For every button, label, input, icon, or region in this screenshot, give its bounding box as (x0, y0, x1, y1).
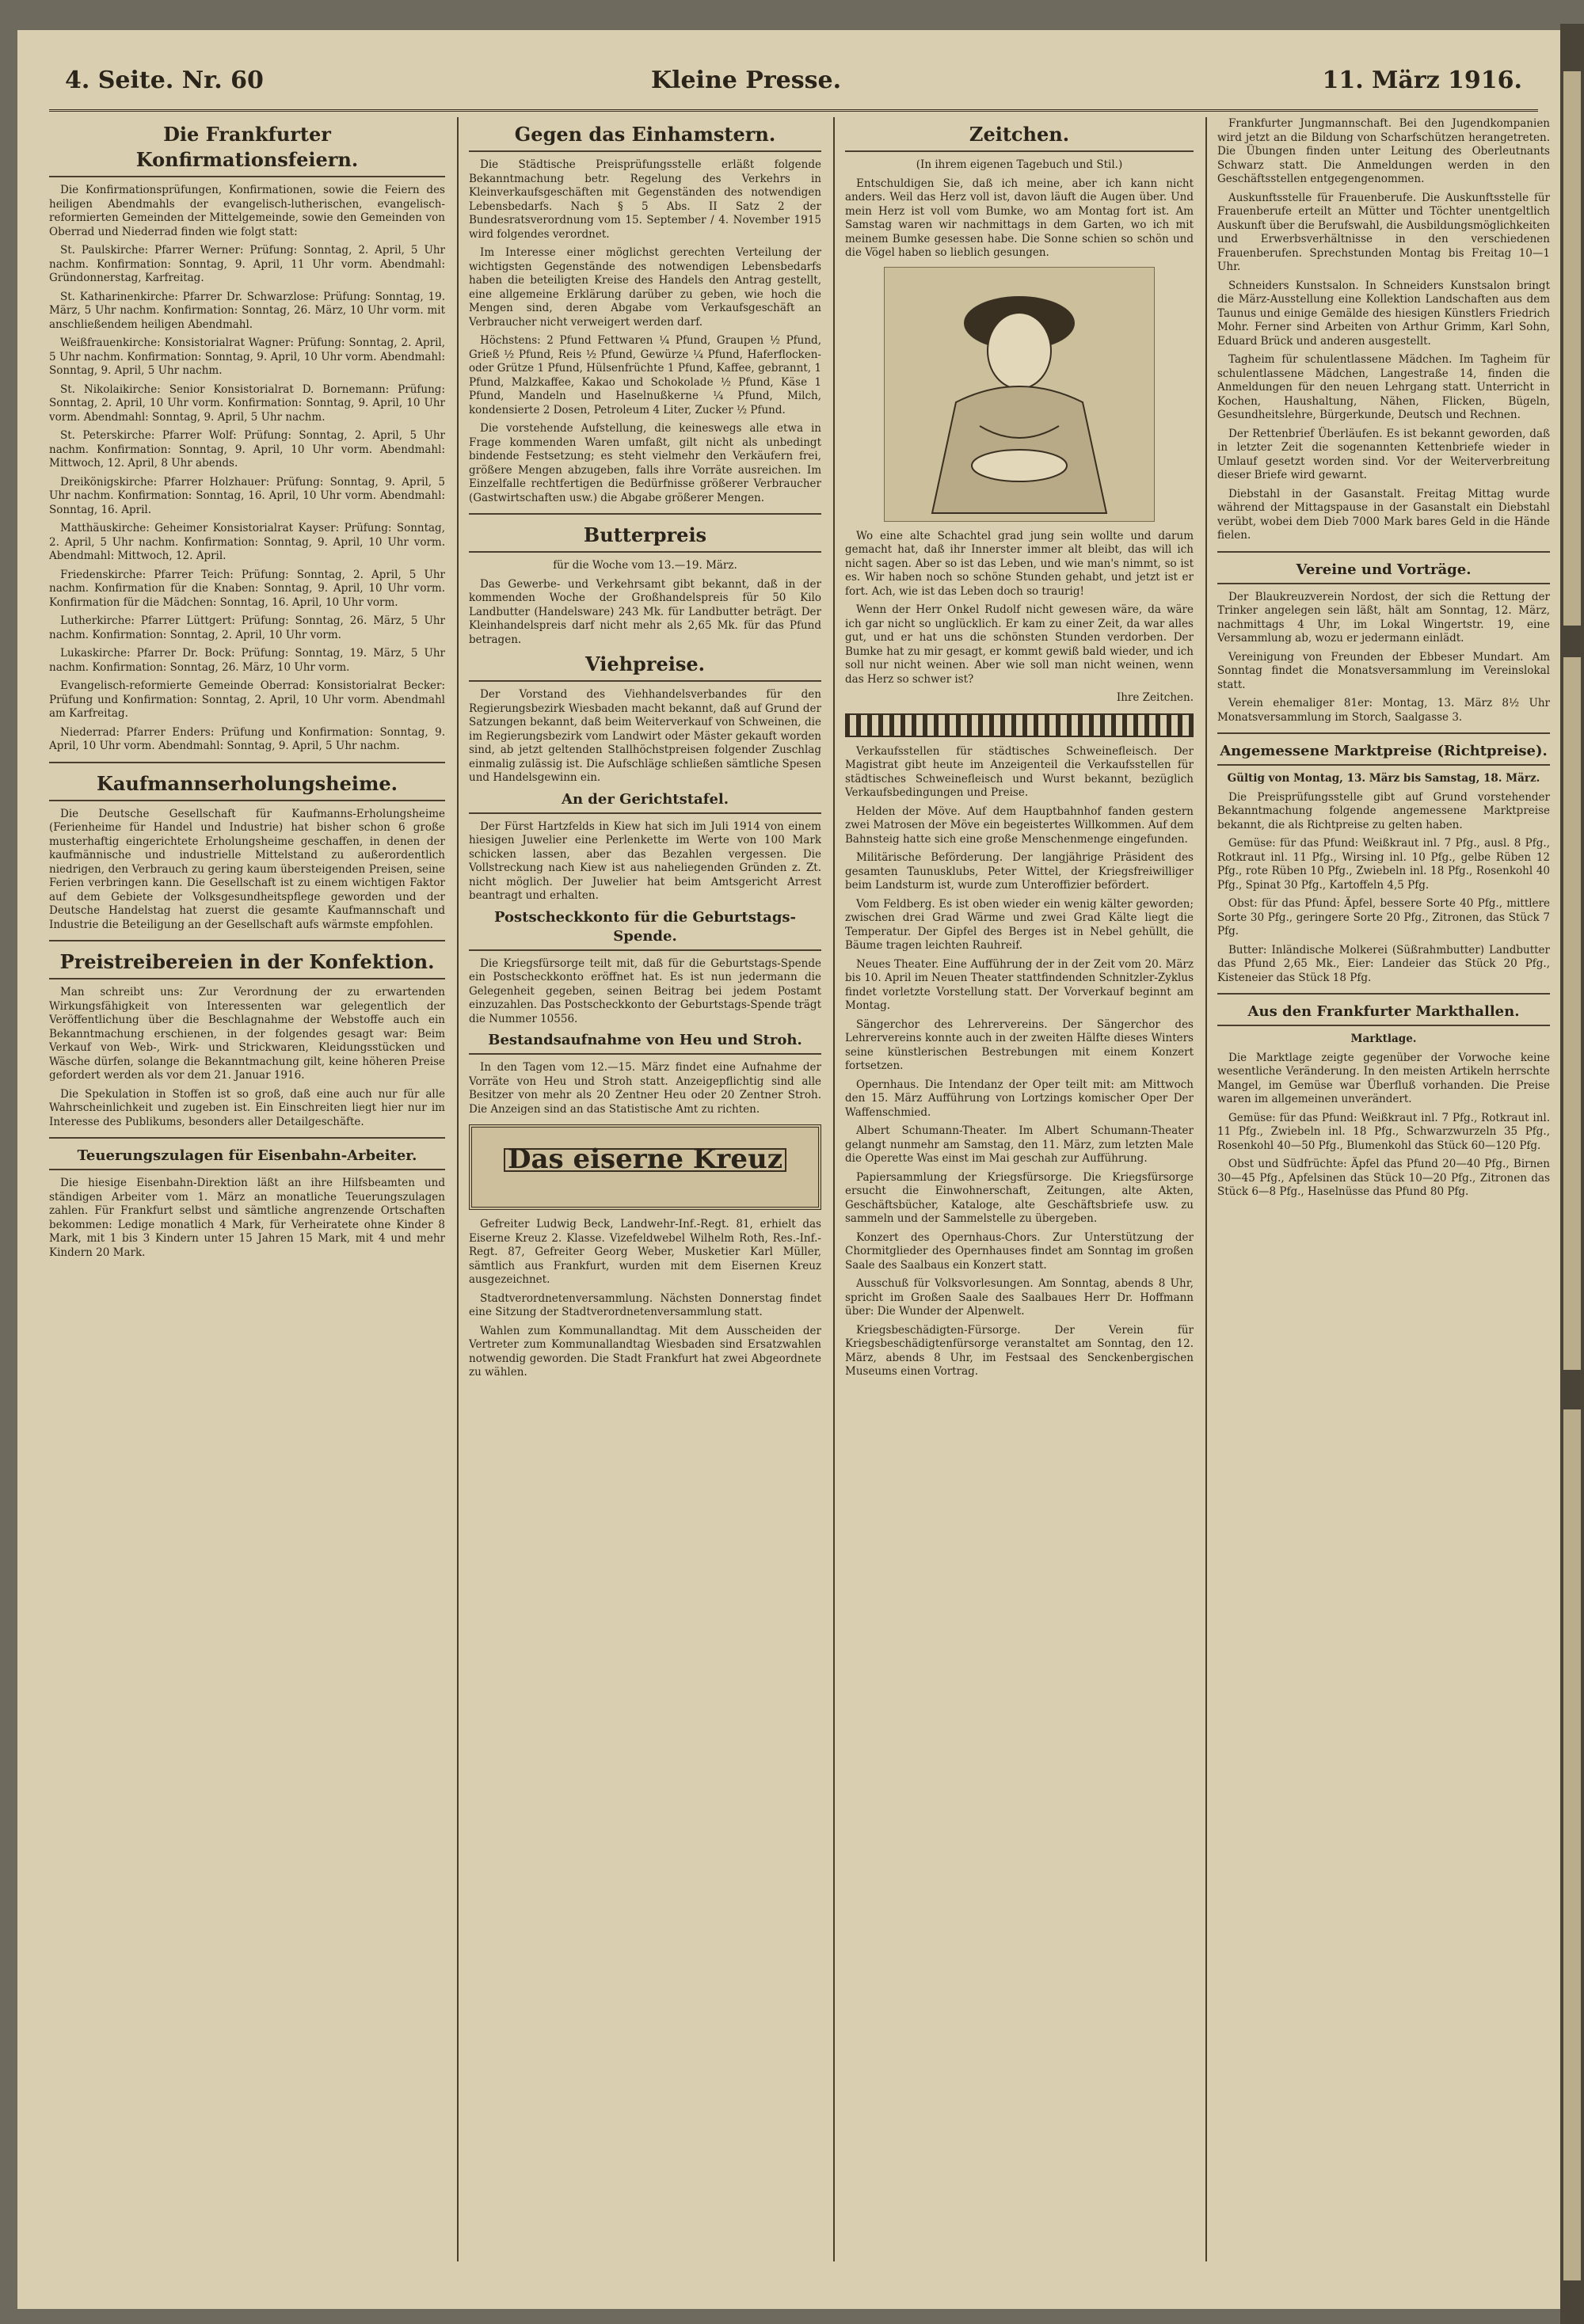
newspaper-title: Kleine Presse. (651, 67, 842, 94)
article-paragraph: Die Marktlage zeigte gegenüber der Vorwoche keine wesentliche Veränderung. In den meisten Artikeln herrschte Mangel, im Gemüse war Überfluß vorhanden. Die Preise waren im allgemeinen unverändert. (1217, 1051, 1550, 1105)
woman-portrait-illustration (884, 267, 1155, 522)
headline-butterpreis: Butterpreis (469, 523, 821, 553)
article-paragraph: Albert Schumann-Theater. Im Albert Schumann-Theater gelangt nunmehr am Samstag, den 11. März, zum letzten Male die Operette Was einst im Mai geschah zur Aufführung. (845, 1124, 1194, 1165)
article-paragraph: Das Gewerbe- und Verkehrsamt gibt bekannt, daß in der kommenden Woche der Großhandelspreis für 50 Kilo Landbutter (Handelsware) 243 Mk. für Landbutter beträgt. Der Kleinhandelspreis darf nicht mehr als 2,65 Mk. für das Pfund betragen. (469, 577, 821, 646)
headline-vereine-und-vortraege: Vereine und Vorträge. (1217, 561, 1550, 584)
article-paragraph: Gefreiter Ludwig Beck, Landwehr-Inf.-Regt. 81, erhielt das Eiserne Kreuz 2. Klasse. Vizefeldwebel Wilhelm Roth, Res.-Inf.-Regt. 87, Gefreiter Georg Weber, Musketier Karl Müller, sämtlich aus Frankfurt, wurden mit dem Eisernen Kreuz ausgezeichnet. (469, 1218, 821, 1286)
headline-kaufmannserholungsheime: Kaufmannserholungsheime. (49, 771, 445, 801)
article-paragraph: Der Fürst Hartzfelds in Kiew hat sich im Juli 1914 von einem hiesigen Juwelier eine Perlenkette im Werte von 100 Mark schicken lassen, aber das Bezahlen vergessen. Die Vollstreckung nach Kiew ist aus naheliegenden Gründen z. Zt. nicht möglich. Der Juwelier hat beim Amtsgericht Arrest beantragt und erhalten. (469, 820, 821, 902)
divider (49, 762, 445, 763)
article-paragraph: Wahlen zum Kommunallandtag. Mit dem Ausscheiden der Vertreter zum Kommunallandtag Wiesbaden sind Ersatzwahlen notwendig geworden. Die Stadt Frankfurt hat zwei Abgeordnete zu wählen. (469, 1324, 821, 1379)
article-paragraph: St. Peterskirche: Pfarrer Wolf: Prüfung: Sonntag, 2. April, 5 Uhr nachm. Konfirmation: Sonntag, 9. April, 10 Uhr vorm. Abendmahl: Mittwoch, 12. April, 8 Uhr abends. (49, 429, 445, 470)
subheadline: Marktlage. (1350, 1033, 1417, 1045)
article-paragraph: Die hiesige Eisenbahn-Direktion läßt an ihre Hilfsbeamten und ständigen Arbeiter vom 1. März an monatliche Teuerungszulagen zahlen. Für Frankfurt selbst und sämtliche angrenzende Ortschaften bekommen: Ledige monatlich 4 Mark, für Verheiratete ohne Kinder 8 Mark, mit 1 bis 3 Kindern unter 15 Jahren 15 Mark, mit 4 und mehr Kindern 20 Mark. (49, 1177, 445, 1259)
divider (49, 940, 445, 941)
headline-marktpreise: Angemessene Marktpreise (Richtpreise). (1217, 742, 1550, 766)
column-2 (469, 117, 821, 2261)
article-paragraph: Höchstens: 2 Pfund Fettwaren ¼ Pfund, Graupen ½ Pfund, Grieß ½ Pfund, Reis ½ Pfund, Gewürze ¼ Pfund, Haferflocken- oder Grütze 1 Pfund, Hülsenfrüchte 1 Pfund, Kaffee, gebrannt, 1 Pfund, Malzkaffee, Kakao und Schokolade ½ Pfund, Käse 1 Pfund, Mandeln und Haselnußkerne ¼ Pfund, Milch, kondensierte 2 Dosen, Petroleum 4 Liter, Zucker ½ Pfund. (469, 334, 821, 416)
subheadline: Gültig von Montag, 13. März bis Samstag, 18. März. (1227, 772, 1540, 785)
article-paragraph: Die Konfirmationsprüfungen, Konfirmationen, sowie die Feiern des heiligen Abendmahls der evangelisch-lutherischen, evangelisch-reformierten Gemeinden der Mittelgemeinde, sowie den Gemeinden von Oberrad und Niederrad finden wie folgt statt: (49, 184, 445, 238)
article-paragraph: Friedenskirche: Pfarrer Teich: Prüfung: Sonntag, 2. April, 5 Uhr nachm. Konfirmation für die Knaben: Sonntag, 9. April, 10 Uhr vorm. Konfirmation für die Mädchen: Sonntag, 16. April, 10 Uhr vorm. (49, 568, 445, 609)
article-paragraph: Matthäuskirche: Geheimer Konsistorialrat Kayser: Prüfung: Sonntag, 2. April, 5 Uhr nachm. Konfirmation: Sonntag, 9. April, 10 Uhr vorm. Abendmahl: Mittwoch, 12. April. (49, 522, 445, 562)
ornamental-divider (845, 713, 1194, 737)
divider (1217, 732, 1550, 734)
article-paragraph: Vom Feldberg. Es ist oben wieder ein wenig kälter geworden; zwischen drei Grad Wärme und zwei Grad Kälte liegt die Temperatur. Der Gipfel des Berges ist in Nebel gehüllt, die Bäume tragen leichten Rauhreif. (845, 897, 1194, 952)
article-paragraph: Der Rettenbrief Überläufen. Es ist bekannt geworden, daß in letzter Zeit die sogenannten Kettenbriefe wieder in Umlauf gesetzt worden sind. Vor der Weiterverbreitung dieser Briefe wird gewarnt. (1217, 427, 1550, 481)
subheadline: für die Woche vom 13.—19. März. (553, 559, 737, 572)
column-3 (845, 117, 1194, 2261)
page-number: 4. Seite. Nr. 60 (65, 67, 264, 94)
article-paragraph: Stadtverordnetenversammlung. Nächsten Donnerstag findet eine Sitzung der Stadtverordnetenversammlung statt. (469, 1291, 821, 1318)
article-paragraph: Die Städtische Preisprüfungsstelle erläßt folgende Bekanntmachung betr. Regelung des Verkehrs in Kleinverkaufsgeschäften mit Gegenständen des notwendigen Lebensbedarfs. Nach § 5 Abs. II Satz 2 der Bundesratsverordnung vom 15. September / 4. November 1915 wird folgendes verordnet. (469, 158, 821, 241)
article-paragraph: Butter: Inländische Molkerei (Süßrahmbutter) Landbutter das Pfund 2,65 Mk., Eier: Landeier das Stück 20 Pfg., Kisteneier das Stück 18 Pfg. (1217, 943, 1550, 984)
article-paragraph: Auskunftsstelle für Frauenberufe. Die Auskunftsstelle für Frauenberufe erteilt an Mütter und Töchter unentgeltlich Auskunft über die Berufswahl, die Ausbildungsmöglichkeiten und Erwerbsverhältnisse in den verschiedenen Frauenberufen. Sprechstunden Montag bis Freitag 10—1 Uhr. (1217, 191, 1550, 273)
article-paragraph: Obst: für das Pfund: Äpfel, bessere Sorte 40 Pfg., mittlere Sorte 30 Pfg., geringere Sorte 20 Pfg., Zitronen, das Stück 7 Pfg. (1217, 897, 1550, 938)
article-paragraph: Gemüse: für das Pfund: Weißkraut inl. 7 Pfg., Rotkraut inl. 11 Pfg., Zwiebeln inl. 18 Pfg., Schwarzwurzeln 35 Pfg., Rosenkohl 40—50 Pfg., Blumenkohl das Stück 60—120 Pfg. (1217, 1111, 1550, 1152)
article-paragraph: Verkaufsstellen für städtisches Schweinefleisch. Der Magistrat gibt heute im Anzeigenteil die Verkaufsstellen für städtisches Schweinefleisch und Wurst bekannt, bezüglich Verkaufsbedingungen und Preise. (845, 744, 1194, 799)
issue-date: 11. März 1916. (1322, 67, 1522, 94)
article-paragraph: Der Blaukreuzverein Nordost, der sich die Rettung der Trinker angelegen sein läßt, hält am Sonntag, 12. März, nachmittags 4 Uhr, im Lokal Wingertstr. 19, eine Versammlung ab, wozu er jedermann einlädt. (1217, 590, 1550, 645)
article-paragraph: Militärische Beförderung. Der langjährige Präsident des gesamten Taunusklubs, Peter Wittel, der Kriegsfreiwilliger beim Landsturm ist, wurde zum Unteroffizier befördert. (845, 851, 1194, 892)
article-paragraph: St. Nikolaikirche: Senior Konsistorialrat D. Bornemann: Prüfung: Sonntag, 2. April, 10 Uhr vorm. Konfirmation: Sonntag, 9. April, 10 Uhr vorm. Abendmahl: Sonntag, 9. April, 5 Uhr nachm. (49, 382, 445, 424)
article-paragraph: Entschuldigen Sie, daß ich meine, aber ich kann nicht anders. Weil das Herz voll ist, davon läuft die Augen über. Und mein Herz ist voll vom Bumke, wo am Montag fort ist. Am Samstag waren wir nachmittags in dem Garten, wo ich mit meinem Bumke gesessen habe. Die Sonne schien so schön und die Vögel haben so lieblich gesungen. (845, 177, 1194, 259)
subheadline: (In ihrem eigenen Tagebuch und Stil.) (916, 158, 1123, 171)
banner-title: Das eiserne Kreuz (504, 1148, 786, 1172)
article-paragraph: Lutherkirche: Pfarrer Lüttgert: Prüfung: Sonntag, 26. März, 5 Uhr nachm. Konfirmation: Sonntag, 2. April, 10 Uhr vorm. (49, 614, 445, 641)
article-paragraph: Die Deutsche Gesellschaft für Kaufmanns-Erholungsheime (Ferienheime für Handel und Industrie) hat bisher schon 6 große musterhaftig eingerichtete Erholungsheime geschaffen, in denen der kaufmännische und industrielle Mittelstand zu außerordentlich niedrigen, den Verbrauch zu gering kaum übersteigenden Preisen, seine Ferien verbringen kann. Die Gesellschaft ist zu einem wichtigen Faktor auf dem Gebiete der Volksgesundheitspflege geworden und der Deutsche Handelstag hat zuerst die gesamte Kaufmannschaft und Industrie die Beteiligung an der Gesellschaft aufs wärmste empfohlen. (49, 807, 445, 931)
column-4 (1217, 117, 1550, 2261)
article-paragraph: Helden der Möve. Auf dem Hauptbahnhof fanden gestern zwei Matrosen der Möve ein begeistertes Willkommen. Auf dem Bahnsteig hatte sich eine große Menschenmenge eingefunden. (845, 804, 1194, 846)
headline-heu-und-stroh: Bestandsaufnahme von Heu und Stroh. (469, 1031, 821, 1055)
article-paragraph: Verein ehemaliger 81er: Montag, 13. März 8½ Uhr Monatsversammlung im Storch, Saalgasse 3. (1217, 697, 1550, 724)
article-paragraph: Dreikönigskirche: Pfarrer Holzhauer: Prüfung: Sonntag, 9. April, 5 Uhr nachm. Konfirmation: Sonntag, 16. April, 10 Uhr vorm. Abendmahl: Sonntag, 16. April. (49, 475, 445, 516)
article-paragraph: Die Kriegsfürsorge teilt mit, daß für die Geburtstags-Spende ein Postscheckkonto eröffnet hat. Es ist nun jedermann die Gelegenheit gegeben, seinen Beitrag bei jedem Postamt einzuzahlen. Das Postscheckkonto der Geburtstags-Spende trägt die Nummer 10556. (469, 957, 821, 1025)
column-rule (833, 117, 835, 2261)
article-paragraph: Kriegsbeschädigten-Fürsorge. Der Verein für Kriegsbeschädigtenfürsorge veranstaltet am Sonntag, den 12. März, abends 8 Uhr, im Festsaal des Senckenbergischen Museums einen Vortrag. (845, 1323, 1194, 1378)
article-paragraph: Konzert des Opernhaus-Chors. Zur Unterstützung der Chormitglieder des Opernhauses findet am Sonntag im großen Saale des Saalbaus ein Konzert statt. (845, 1230, 1194, 1272)
article-paragraph: Frankfurter Jungmannschaft. Bei den Jugendkompanien wird jetzt an die Bildung von Scharfschützen herangetreten. Die Übungen finden unter Leitung des Oberleutnants Schwarz statt. Die Anmeldungen werden in den Geschäftsstellen entgegengenommen. (1217, 117, 1550, 185)
adjacent-page-edge (1560, 24, 1584, 2324)
article-paragraph: Der Vorstand des Viehhandelsverbandes für den Regierungsbezirk Wiesbaden macht bekannt, daß auf Grund der Satzungen bekannt, daß beim Weiterverkauf von Schweinen, die im Regierungsbezirk vom Landwirt oder Mäster gekauft worden sind, ab jetzt geltenden Stallhöchstpreisen folgender Zuschlag einmalig zulässig ist. Die Aufschläge schließen sämtliche Spesen und Handelsgewinn ein. (469, 688, 821, 784)
article-paragraph: Vereinigung von Freunden der Ebbeser Mundart. Am Sonntag findet die Monatsversammlung im Vereinslokal statt. (1217, 650, 1550, 691)
article-paragraph: Papiersammlung der Kriegsfürsorge. Die Kriegsfürsorge ersucht die Einwohnerschaft, Zeitungen, alte Akten, Geschäftsbücher, Kataloge, alte Geschäftsbriefe usw. zu sammeln und der Sammelstelle zu übergeben. (845, 1170, 1194, 1225)
column-rule (1205, 117, 1207, 2261)
article-paragraph: Die Spekulation in Stoffen ist so groß, daß eine auch nur für alle Wahrscheinlichkeit und zugeben ist. Ein Einschreiten liegt hier nur im Interesse des Publikums, besonders aller Detailgeschäfte. (49, 1087, 445, 1128)
article-paragraph: Die Preisprüfungsstelle gibt auf Grund vorstehender Bekanntmachung folgende angemessene Marktpreise bekannt, die als Richtpreise zu gelten haben. (1217, 790, 1550, 831)
page-edge-strip (1563, 71, 1581, 626)
article-paragraph: St. Katharinenkirche: Pfarrer Dr. Schwarzlose: Prüfung: Sonntag, 19. März, 5 Uhr nachm. Konfirmation: Sonntag, 26. März, 10 Uhr vorm. mit anschließendem heiligen Abendmahl. (49, 290, 445, 331)
article-paragraph: Wenn der Herr Onkel Rudolf nicht gewesen wäre, da wäre ich gar nicht so unglücklich. Er kam zu einer Zeit, da war alles gut, und er hat uns die schönsten Stunden verdorben. Der Bumke hat zu mir gesagt, er kommt gewiß bald wieder, und ich soll nur nicht weinen. Aber wie soll man nicht weinen, wenn das Herz so schwer ist? (845, 603, 1194, 686)
headline-preistreibereien: Preistreibereien in der Konfektion. (49, 949, 445, 979)
article-paragraph: Evangelisch-reformierte Gemeinde Oberrad: Konsistorialrat Becker: Prüfung und Konfirmation: Sonntag, 2. April, 10 Uhr vorm. Abendmahl am Karfreitag. (49, 679, 445, 720)
article-paragraph: Tagheim für schulentlassene Mädchen. Im Tagheim für schulentlassene Mädchen, Langestraße 14, finden die Anmeldungen für den neuen Lehrgang statt. Unterricht in Kochen, Haushaltung, Nähen, Flicken, Bügeln, Gesundheitslehre, Bürgerkunde, Deutsch und Rechnen. (1217, 353, 1550, 421)
divider (469, 513, 821, 515)
article-paragraph: Diebstahl in der Gasanstalt. Freitag Mittag wurde während der Mittagspause in der Gasanstalt ein Diebstahl verübt, wobei dem Dieb 7000 Mark bares Geld in die Hände fielen. (1217, 487, 1550, 542)
headline-einhamstern: Gegen das Einhamstern. (469, 122, 821, 152)
page-header (49, 62, 1538, 112)
article-paragraph: Niederrad: Pfarrer Enders: Prüfung und Konfirmation: Sonntag, 9. April, 10 Uhr vorm. Abendmahl: Sonntag, 9. April, 5 Uhr nachm. (49, 725, 445, 752)
divider (1217, 993, 1550, 995)
article-paragraph: Lukaskirche: Pfarrer Dr. Bock: Prüfung: Sonntag, 19. März, 5 Uhr nachm. Konfirmation: Sonntag, 26. März, 10 Uhr vorm. (49, 647, 445, 674)
headline-teuerungszulagen: Teuerungszulagen für Eisenbahn-Arbeiter. (49, 1147, 445, 1170)
article-paragraph: Weißfrauenkirche: Konsistorialrat Wagner: Prüfung: Sonntag, 2. April, 5 Uhr nachm. Konfirmation: Sonntag, 9. April, 10 Uhr vorm. Abendmahl: Sonntag, 9. April, 5 Uhr nachm. (49, 337, 445, 377)
page-edge-strip (1563, 1409, 1581, 2280)
article-paragraph: Im Interesse einer möglichst gerechten Verteilung der wichtigsten Gegenstände des notwendigen Lebensbedarfs haben die beteiligten Kreise des Handels den Antrag gestellt, eine allgemeine Erklärung darüber zu geben, wie hoch die Mengen sind, deren Abgabe vom Verkaufsgeschäft an Verbraucher nicht verweigert werden darf. (469, 246, 821, 329)
headline-markthallen: Aus den Frankfurter Markthallen. (1217, 1002, 1550, 1026)
article-paragraph: Man schreibt uns: Zur Verordnung der zu erwartenden Wirkungsfähigkeit von Interessenten war gelegentlich der Veröffentlichung über die Beschlagnahme der Webstoffe auch ein Bekanntmachung erschienen, in der folgendes gesagt war: Beim Verkauf von Web-, Wirk- und Strickwaren, Kleidungsstücken und Wäsche dürfen, solange die Bekanntmachung gilt, keine höheren Preise gefordert werden als vor dem 21. Januar 1916. (49, 986, 445, 1082)
article-paragraph: Schneiders Kunstsalon. In Schneiders Kunstsalon bringt die März-Ausstellung eine Kollektion Landschaften aus dem Taunus und einige Gemälde des hiesigen Künstlers Friedrich Mohr. Ferner sind Arbeiten von Arthur Grimm, Karl Sohn, Eduard Brück und anderen ausgestellt. (1217, 279, 1550, 348)
article-paragraph: Gemüse: für das Pfund: Weißkraut inl. 7 Pfg., ausl. 8 Pfg., Rotkraut inl. 11 Pfg., Wirsing inl. 10 Pfg., gelbe Rüben 12 Pfg., rote Rüben 10 Pfg., Zwiebeln inl. 18 Pfg., Rosenkohl 40 Pfg., Spinat 30 Pfg., Kartoffeln 4,5 Pfg. (1217, 837, 1550, 892)
article-paragraph: Sängerchor des Lehrervereins. Der Sängerchor des Lehrervereins konnte auch in der zweiten Hälfte dieses Winters seine künstlerischen Bestrebungen mit einem Konzert fortsetzen. (845, 1017, 1194, 1072)
divider (49, 1137, 445, 1139)
article-paragraph: St. Paulskirche: Pfarrer Werner: Prüfung: Sonntag, 2. April, 5 Uhr nachm. Konfirmation: Sonntag, 9. April, 11 Uhr vorm. Abendmahl: Gründonnerstag, Karfreitag. (49, 244, 445, 284)
article-paragraph: Wo eine alte Schachtel grad jung sein wollte und darum gemacht hat, daß ihr Innerster immer alt bleibt, das will ich nicht sagen. Aber so ist das Leben, und wie man's nimmt, so ist es. Wir haben noch so schöne Stunden gehabt, und jetzt ist er fort. Ach, wie ist das Leben doch so traurig! (845, 529, 1194, 598)
article-paragraph: Neues Theater. Eine Aufführung der in der Zeit vom 20. März bis 10. April im Neuen Theater stattfindenden Schnitzler-Zyklus findet vorletzte Vorstellung statt. Der Vorverkauf beginnt am Montag. (845, 957, 1194, 1012)
column-1 (49, 117, 445, 2261)
article-paragraph: In den Tagen vom 12.—15. März findet eine Aufnahme der Vorräte von Heu und Stroh statt. Anzeigepflichtig sind alle Besitzer von mehr als 20 Zentner Heu oder 20 Zentner Stroh. Die Anzeigen sind an das Statistische Amt zu richten. (469, 1061, 821, 1116)
newspaper-page (17, 30, 1560, 2309)
article-paragraph: Obst und Südfrüchte: Äpfel das Pfund 20—40 Pfg., Birnen 30—45 Pfg., Apfelsinen das Stück 10—20 Pfg., Zitronen das Stück 6—8 Pfg., Haselnüsse das Pfund 80 Pfg. (1217, 1158, 1550, 1198)
eisernes-kreuz-banner (469, 1124, 821, 1210)
page-edge-strip (1563, 657, 1581, 1370)
portrait-drawing (885, 268, 1154, 521)
signature: Ihre Zeitchen. (1116, 691, 1194, 704)
article-paragraph: Die vorstehende Aufstellung, die keineswegs alle etwa in Frage kommenden Waren umfaßt, gilt nicht als unbedingt bindende Festsetzung; es steht vielmehr den Verkäufern frei, größere Mengen abzugeben, falls ihre Vorräte ausreichen. Im Einzelfalle rechtfertigen die Bedürfnisse größerer Verbraucher (Gastwirtschaften usw.) die Abgabe größerer Mengen. (469, 422, 821, 504)
article-paragraph: Ausschuß für Volksvorlesungen. Am Sonntag, abends 8 Uhr, spricht im Großen Saale des Saalbaues Herr Dr. Hoffmann über: Die Wunder der Alpenwelt. (845, 1277, 1194, 1318)
column-rule (457, 117, 459, 2261)
headline-konfirmationsfeiern: Die Frankfurter Konfirmationsfeiern. (49, 122, 445, 177)
headline-gerichtstafel: An der Gerichtstafel. (469, 790, 821, 814)
headline-viehpreise: Viehpreise. (469, 652, 821, 682)
headline-postscheckkonto: Postscheckkonto für die Geburtstags-Spende. (469, 908, 821, 951)
headline-zeitchen: Zeitchen. (845, 122, 1194, 152)
article-paragraph: Opernhaus. Die Intendanz der Oper teilt mit: am Mittwoch den 15. März Aufführung von Lortzings komischer Oper Der Waffenschmied. (845, 1078, 1194, 1119)
divider (1217, 551, 1550, 553)
